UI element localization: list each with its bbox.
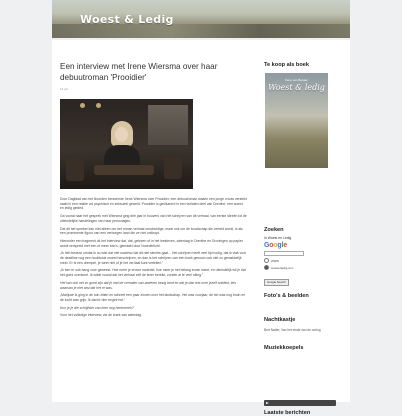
google-letter: o bbox=[269, 242, 274, 249]
google-logo bbox=[264, 242, 344, 249]
photos-widget-title[interactable]: Foto's & beelden bbox=[264, 293, 309, 299]
header-landscape bbox=[52, 24, 350, 38]
google-letter: G bbox=[264, 242, 270, 249]
sidebar bbox=[264, 62, 344, 416]
book-title: Woest & ledig bbox=[268, 83, 325, 92]
photo-person-face bbox=[115, 127, 128, 142]
post-paragraph: Kun je je die schrijfster van toen nog herinneren? bbox=[60, 305, 134, 310]
post-paragraph: Hieronder een fragment uit het interview dat, dat, gelezen of in het leesleven, zaterdag in Drenthe en Groningen op papier wordt verspreid met een of meer foto's, gemaakt door Noorderlicht. bbox=[60, 238, 243, 248]
post-paragraph: „Ik ben er ook bang voor geweest. Hoe meer je erover nadenkt, hoe meer je het belang ervan inziet, en uiteindelijk wil je dat het goed overkomt. Ik wilde vooral dat het verhaal zelf de lezer bereikt, zonder al te veel uitleg.” bbox=[60, 268, 246, 278]
radio-label: WWW bbox=[271, 258, 279, 263]
photo-table bbox=[94, 165, 154, 175]
music-player[interactable] bbox=[264, 400, 336, 406]
author-photo bbox=[60, 99, 193, 189]
book-author: Irene van Bergen bbox=[284, 78, 308, 82]
google-letter: e bbox=[283, 242, 287, 249]
post-body bbox=[60, 197, 247, 321]
post-paragraph: „Marijuse ik ging in de tuin zitten en schreef een paar zinnen over het landschap. Het was voorjaar, de hei was nog bruin en de lucht was grijs. Ik dacht: hier begint het.” bbox=[60, 293, 246, 302]
radio-button[interactable] bbox=[264, 265, 269, 270]
photo-chair bbox=[164, 157, 182, 179]
post-paragraph: Dat dit het spreker kan niet alleen om het roman verhaal onschuldige, maar ook om de boodschap die verteld wordt, is als een prominente figuur van een verborgen land die ze niet ontloopt. bbox=[60, 226, 243, 236]
site-header bbox=[52, 0, 350, 38]
post-paragraph: Het kan ook net zo goed zijn dat je met de verhalen van anderen bezig bent en dat je dan iets over jezelf ontdekt, iets waarvan je niet wist dat het er was. bbox=[60, 280, 237, 290]
photo-lamp bbox=[80, 103, 85, 108]
book-cover[interactable] bbox=[265, 73, 328, 168]
post-paragraph: „Ik heb bewust omdat ik nu wist dat niet sowieso dat dit niet slechts gaat... Het schrijven heeft veel tijd nodig, dat ik vlak voor de deadline nog een hoofdstuk moest herschrijven, en dan is het schrijven van een boek gewoon ook niet zo gemakkelijk meer. Er is een drempel, je weet niet of je het verhaal kunt vertellen.” bbox=[60, 251, 247, 265]
google-letter: l bbox=[281, 242, 284, 249]
book-widget-title: Te koop als boek bbox=[264, 62, 309, 68]
post-paragraph: Door Dagblad van het Noorden benoemde Irene Wiersma over Prooidier, een debuutroman waarin een jonge vrouw verstrikt raakt in een relatie vol psychisch en seksueel geweld. Prooidier is gesitueerd in een verlaten deel van Drenthe, een woest en ledig gebied. bbox=[60, 197, 247, 211]
radio-button[interactable] bbox=[264, 258, 269, 263]
post-date: 14 jun bbox=[60, 87, 69, 91]
play-icon[interactable] bbox=[266, 402, 269, 404]
music-widget-title: Muziekkoepels bbox=[264, 345, 304, 351]
post-title[interactable]: Een interview met Irene Wiersma over haar debuutroman 'Prooidier' bbox=[60, 62, 218, 82]
radio-option-www[interactable] bbox=[264, 258, 344, 263]
radio-label: woestenledig.com bbox=[271, 265, 294, 270]
site-title[interactable]: Woest & Ledig bbox=[80, 13, 174, 26]
post-paragraph: Voor het volledige interview, zie de krant van zaterdag. bbox=[60, 313, 142, 318]
search-label: In Woest en Ledig bbox=[264, 236, 292, 240]
main-column bbox=[60, 62, 250, 318]
google-search-button[interactable]: Google Search bbox=[264, 279, 289, 286]
search-input[interactable] bbox=[264, 251, 304, 256]
radio-option-site[interactable] bbox=[264, 265, 344, 270]
search-widget-title: Zoeken bbox=[264, 227, 284, 233]
nightstand-text[interactable]: Bert Natter, Van het einde van de oorlog bbox=[264, 328, 321, 332]
photo-chair bbox=[66, 159, 84, 181]
content-area bbox=[52, 40, 350, 416]
google-letter: g bbox=[277, 242, 282, 249]
photo-lamp bbox=[96, 103, 101, 108]
recent-posts-widget-title: Laatste berichten bbox=[264, 410, 311, 416]
google-letter: o bbox=[273, 242, 278, 249]
photo-window bbox=[148, 105, 188, 145]
post-paragraph: Ga vooral naar het gesprek met Wiersma ging drie jaar in houvers van het schrijven van dit verhaal, van eerste ideeën tot de uiteindelijke handelingen van haar personages. bbox=[60, 214, 247, 223]
nightstand-widget-title: Nachtkastje bbox=[264, 317, 296, 323]
search-widget bbox=[264, 227, 344, 288]
